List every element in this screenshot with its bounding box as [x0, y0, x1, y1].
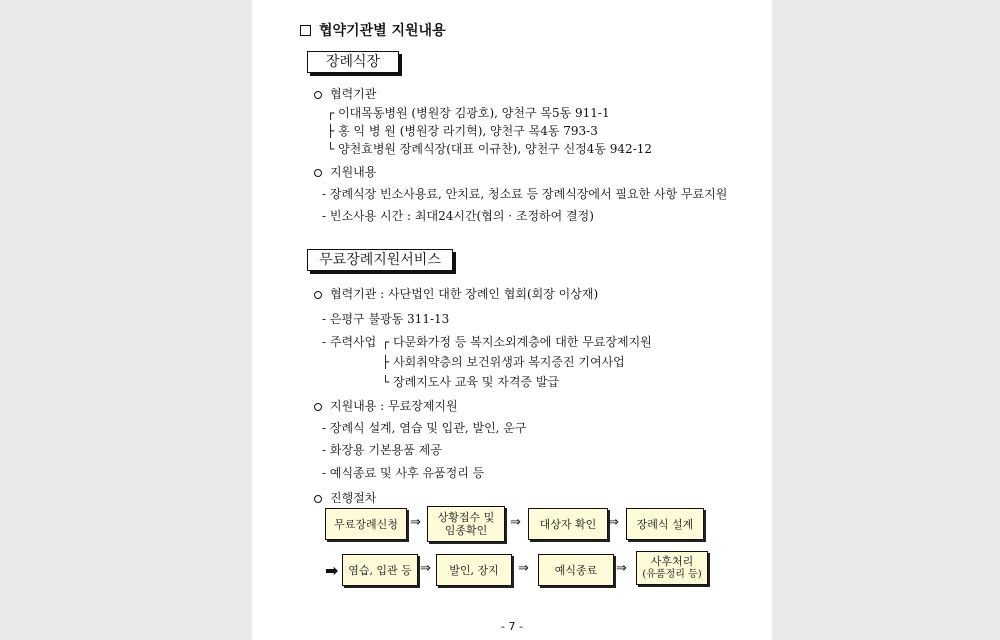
flow-arrow-icon: ⇒: [608, 515, 619, 530]
section-funeral-hall-label: 장례식장: [307, 51, 399, 73]
partner-line: 협력기관 : 사단법인 대한 장례인 협회(회장 이상재): [314, 286, 598, 302]
page-number: - 7 -: [501, 620, 523, 633]
checkbox-icon: [300, 25, 311, 36]
support-heading: 지원내용: [314, 164, 376, 180]
flow-arrow-icon: ⇒: [518, 561, 529, 576]
circle-bullet-icon: [314, 403, 322, 411]
flow-arrow-icon: ⇒: [420, 561, 431, 576]
document-page: [252, 0, 772, 640]
partner-item: ┌ 이대목동병원 (병원장 김광호), 양천구 목5동 911-1: [327, 106, 610, 120]
support-item: - 빈소사용 시간 : 최대24시간(협의 · 조정하여 결정): [322, 209, 594, 223]
flow-step-box: 염습, 입관 등: [342, 554, 418, 586]
main-business-label: - 주력사업: [322, 335, 377, 349]
flow-step-box: 사후처리 (유품정리 등): [636, 551, 708, 585]
circle-bullet-icon: [314, 291, 322, 299]
lead-arrow-icon: ➡: [325, 561, 339, 580]
main-business-item: ┌ 다문화가정 등 복지소외계층에 대한 무료장제지원: [382, 335, 652, 349]
partner-item: ├ 홍 익 병 원 (병원장 라기혁), 양천구 목4동 793-3: [327, 124, 598, 138]
support-line: 지원내용 : 무료장제지원: [314, 398, 458, 414]
process-heading: 진행절차: [314, 490, 376, 506]
circle-bullet-icon: [314, 495, 322, 503]
title-text: 협약기관별 지원내용: [319, 23, 446, 39]
main-business-item: └ 장례지도사 교육 및 자격증 발급: [382, 375, 560, 389]
circle-bullet-icon: [314, 91, 322, 99]
flow-step-box: 장례식 설계: [626, 508, 704, 540]
flow-step-box: 대상자 확인: [528, 508, 608, 540]
flow-arrow-icon: ⇒: [510, 515, 521, 530]
partner-heading: 협력기관: [314, 86, 376, 102]
page-title: [300, 20, 446, 40]
flow-arrow-icon: ⇒: [410, 515, 421, 530]
main-business-item: ├ 사회취약층의 보건위생과 복지증진 기여사업: [382, 355, 625, 369]
flow-arrow-icon: ⇒: [616, 561, 627, 576]
partner-item: └ 양천효병원 장례식장(대표 이규찬), 양천구 신정4동 942-12: [327, 142, 653, 156]
flow-step-box: 상황접수 및 임종확인: [427, 506, 505, 542]
support-item: - 예식종료 및 사후 유품정리 등: [322, 466, 485, 480]
flow-step-box: 예식종료: [538, 554, 614, 586]
support-item: - 화장용 기본용품 제공: [322, 443, 442, 457]
flow-step-box: 발인, 장지: [436, 554, 512, 586]
support-item: - 장례식장 빈소사용료, 안치료, 청소료 등 장례식장에서 필요한 사항 무료지원: [322, 187, 728, 201]
section-free-funeral-label: 무료장례지원서비스: [307, 249, 453, 271]
circle-bullet-icon: [314, 169, 322, 177]
support-item: - 장례식 설계, 염습 및 입관, 발인, 운구: [322, 421, 527, 435]
address-line: - 은평구 불광동 311-13: [322, 312, 450, 326]
flow-step-box: 무료장례신청: [325, 508, 407, 540]
